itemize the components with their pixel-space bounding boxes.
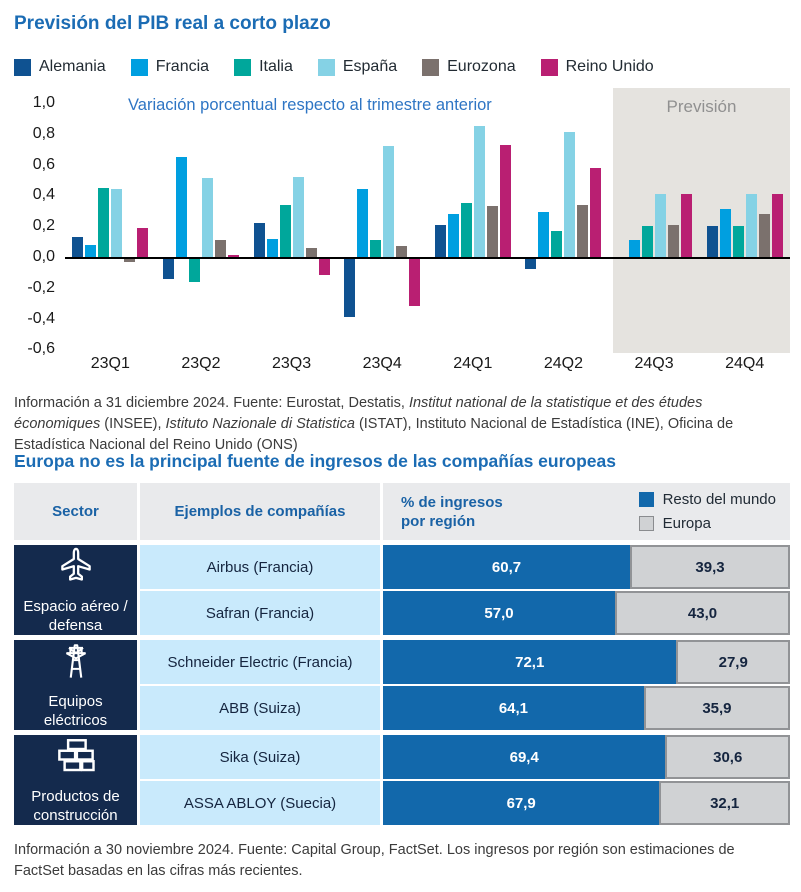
chart-annotation: Variación porcentual respecto al trimestre anterior (128, 96, 492, 114)
x-tick-label: 23Q2 (181, 355, 221, 372)
source-note-text: (INSEE), (100, 416, 166, 432)
source-note-text: Institut national de la statistique et des études économiques (14, 395, 703, 432)
revenue-bar (383, 640, 790, 684)
airplane-icon (52, 545, 100, 592)
bar-group-23Q4 (344, 88, 420, 353)
bar-reino-unido (590, 168, 601, 257)
bar-reino-unido (500, 145, 511, 257)
source-note-text: Información a 31 diciembre 2024. Fuente: Eurostat, Destatis, (14, 395, 409, 411)
legend-swatch (14, 59, 31, 76)
bar-francia (176, 157, 187, 257)
sector-label: Espacio aéreo / defensa (23, 598, 128, 634)
revenue-column-label: % de ingresos por región (401, 493, 503, 530)
bar-francia (85, 245, 96, 257)
bar-eurozona (487, 206, 498, 257)
bar-francia (538, 212, 549, 257)
legend-item-europa (639, 515, 776, 532)
legend-item (422, 58, 516, 76)
company-cell: Sika (Suiza) (140, 735, 380, 779)
europa-segment: 30,6 (665, 735, 790, 779)
bar-reino-unido (319, 259, 330, 276)
power-tower-icon (52, 640, 100, 687)
bar-italia (733, 226, 744, 257)
bar-group-24Q3 (616, 88, 692, 353)
bar-eurozona (215, 240, 226, 257)
x-tick-label: 23Q1 (90, 355, 130, 372)
bar-alemania (344, 259, 355, 318)
sector-block (14, 735, 790, 825)
legend-swatch (131, 59, 148, 76)
sector-cell (14, 735, 137, 825)
bar-reino-unido (772, 194, 783, 257)
legend-swatch (422, 59, 439, 76)
resto-del-mundo-segment: 67,9 (383, 781, 659, 825)
legend-label: Alemania (39, 58, 106, 75)
legend-label: Italia (259, 58, 293, 75)
bar-españa (655, 194, 666, 257)
bar-reino-unido (409, 259, 420, 307)
bar-eurozona (577, 205, 588, 257)
bar-eurozona (396, 246, 407, 257)
sector-label: Productos de construcción (31, 788, 120, 824)
bar-group-23Q1 (72, 88, 148, 353)
revenue-bar (383, 545, 790, 589)
y-tick-label: -0,2 (27, 278, 55, 296)
bar-group-24Q2 (525, 88, 601, 353)
header-cell-revenue (383, 483, 790, 540)
revenue-table (14, 483, 790, 830)
gdp-chart-legend (14, 58, 654, 76)
bar-eurozona (668, 225, 679, 257)
table-body (14, 545, 790, 825)
europa-segment: 27,9 (676, 640, 790, 684)
bar-españa (111, 189, 122, 257)
y-tick-label: -0,4 (27, 309, 55, 327)
bar-italia (551, 231, 562, 257)
x-tick-label: 24Q4 (725, 355, 765, 372)
x-tick-label: 24Q1 (453, 355, 493, 372)
x-tick-label: 23Q4 (362, 355, 402, 372)
resto-del-mundo-swatch (639, 492, 654, 507)
legend-swatch (541, 59, 558, 76)
legend-label: Reino Unido (565, 58, 654, 75)
bar-italia (98, 188, 109, 257)
source-note-text: (ISTAT), Instituto Nacional de Estadística (INE), Oficina de Estadística Nacional del Reino Unido (ONS) (14, 416, 734, 453)
x-tick-label: 24Q3 (634, 355, 674, 372)
bar-alemania (435, 225, 446, 257)
y-tick-label: 0,0 (32, 248, 55, 265)
source-note-text: Istituto Nazionale di Statistica (165, 416, 355, 432)
bar-españa (202, 178, 213, 257)
revenue-bar (383, 735, 790, 779)
sector-cell (14, 640, 137, 730)
bar-alemania (163, 259, 174, 279)
resto-del-mundo-segment: 72,1 (383, 640, 676, 684)
bar-españa (564, 132, 575, 257)
brick-wall-icon (52, 735, 100, 782)
bar-eurozona (124, 259, 135, 262)
company-cell: Safran (Francia) (140, 591, 380, 635)
legend-item (234, 58, 293, 76)
bar-reino-unido (137, 228, 148, 257)
bar-group-24Q4 (707, 88, 783, 353)
sector-cell (14, 545, 137, 635)
bar-italia (642, 226, 653, 257)
bar-españa (746, 194, 757, 257)
legend-swatch (234, 59, 251, 76)
revenue-table-source-note: Información a 30 noviembre 2024. Fuente: Capital Group, FactSet. Los ingresos por región son estimaciones de FactSet basadas en las cifras más recientes. (14, 842, 735, 879)
bar-eurozona (306, 248, 317, 257)
bar-francia (267, 239, 278, 257)
gdp-bar-chart (0, 88, 801, 388)
table-header-row (14, 483, 790, 540)
legend-item (131, 58, 209, 76)
europa-segment: 32,1 (659, 781, 790, 825)
bar-francia (448, 214, 459, 257)
x-tick-label: 23Q3 (271, 355, 312, 372)
legend-label-europa: Europa (662, 515, 711, 532)
bar-italia (461, 203, 472, 257)
bar-group-23Q3 (254, 88, 330, 353)
company-cell: ABB (Suiza) (140, 686, 380, 730)
bar-reino-unido (681, 194, 692, 257)
sector-block (14, 640, 790, 730)
revenue-bar (383, 591, 790, 635)
legend-label: Eurozona (447, 58, 516, 75)
bar-alemania (525, 259, 536, 270)
table-legend (639, 491, 776, 532)
resto-del-mundo-segment: 69,4 (383, 735, 665, 779)
legend-swatch (318, 59, 335, 76)
bar-alemania (707, 226, 718, 257)
forecast-label: Previsión (666, 97, 737, 116)
bar-francia (720, 209, 731, 257)
bar-españa (293, 177, 304, 257)
bar-españa (474, 126, 485, 257)
bar-italia (370, 240, 381, 257)
resto-del-mundo-segment: 57,0 (383, 591, 615, 635)
europa-segment: 43,0 (615, 591, 790, 635)
y-tick-label: 1,0 (32, 94, 55, 111)
gdp-chart-title: Previsión del PIB real a corto plazo (14, 13, 331, 34)
header-cell-sector: Sector (14, 483, 137, 540)
bar-españa (383, 146, 394, 257)
resto-del-mundo-segment: 60,7 (383, 545, 630, 589)
revenue-table-title: Europa no es la principal fuente de ingresos de las compañías europeas (14, 451, 616, 471)
revenue-bar (383, 686, 790, 730)
bar-reino-unido (228, 255, 239, 257)
y-tick-label: 0,8 (32, 124, 55, 142)
revenue-bar (383, 781, 790, 825)
header-cell-companies: Ejemplos de compañías (140, 483, 380, 540)
bar-alemania (72, 237, 83, 257)
x-tick-label: 24Q2 (543, 355, 583, 372)
resto-del-mundo-segment: 64,1 (383, 686, 644, 730)
legend-item (318, 58, 397, 76)
gdp-chart-source-note (14, 393, 786, 456)
legend-label: España (342, 58, 398, 75)
legend-item (541, 58, 654, 76)
legend-label-resto: Resto del mundo (662, 491, 776, 508)
bar-group-23Q2 (163, 88, 239, 353)
company-cell: Airbus (Francia) (140, 545, 380, 589)
y-tick-label: 0,4 (32, 186, 55, 204)
bar-group-24Q1 (435, 88, 511, 353)
bar-francia (357, 189, 368, 257)
y-tick-label: 0,6 (32, 155, 55, 173)
company-cell: ASSA ABLOY (Suecia) (140, 781, 380, 825)
europa-segment: 39,3 (630, 545, 790, 589)
bar-italia (280, 205, 291, 257)
bar-eurozona (759, 214, 770, 257)
bar-francia (629, 240, 640, 257)
bar-italia (189, 259, 200, 282)
legend-item-resto (639, 491, 776, 508)
sector-label: Equipos eléctricos (43, 693, 108, 729)
y-tick-label: 0,2 (32, 217, 55, 235)
company-cell: Schneider Electric (Francia) (140, 640, 380, 684)
legend-label: Francia (155, 58, 210, 75)
sector-block (14, 545, 790, 635)
europa-swatch (639, 516, 654, 531)
y-tick-label: -0,6 (27, 340, 55, 358)
europa-segment: 35,9 (644, 686, 790, 730)
legend-item (14, 58, 106, 76)
bar-alemania (254, 223, 265, 257)
